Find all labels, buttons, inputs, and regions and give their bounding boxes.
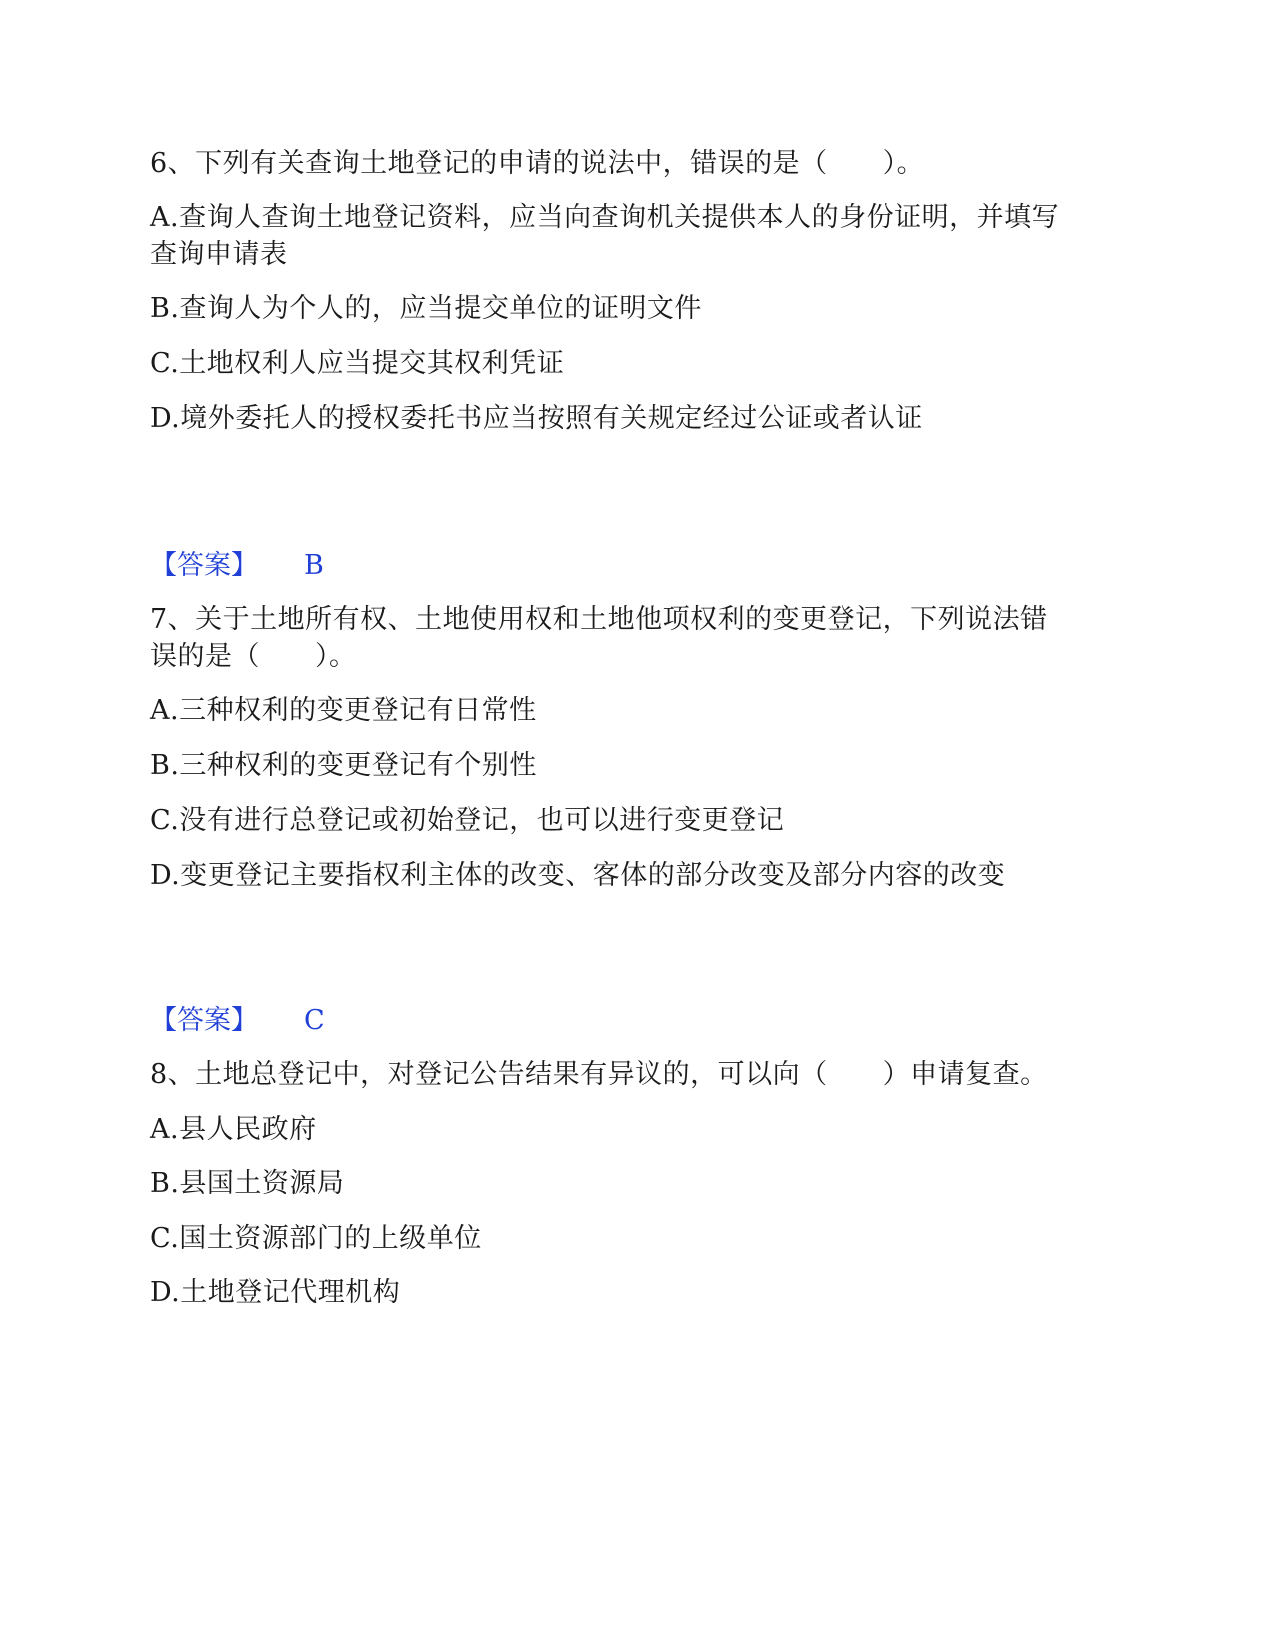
question-6-option-c: C.土地权利人应当提交其权利凭证 (150, 348, 565, 379)
question-7-option-d: D.变更登记主要指权利主体的改变、客体的部分改变及部分内容的改变 (150, 860, 1006, 891)
question-6-option-a-cont: 查询申请表 (150, 239, 288, 270)
question-8-option-d: D.土地登记代理机构 (150, 1277, 401, 1308)
question-6-option-d: D.境外委托人的授权委托书应当按照有关规定经过公证或者认证 (150, 403, 923, 434)
question-7-stem: 7、关于土地所有权、土地使用权和土地他项权利的变更登记，下列说法错 (150, 604, 1048, 635)
question-7-answer (150, 1001, 325, 1041)
question-6-option-b: B.查询人为个人的，应当提交单位的证明文件 (150, 293, 702, 324)
question-6-stem: 6、下列有关查询土地登记的申请的说法中，错误的是（ ）。 (150, 148, 925, 179)
answer-value: B (304, 550, 324, 581)
question-7-option-a: A.三种权利的变更登记有日常性 (150, 695, 537, 726)
answer-label: 【答案】 (150, 1005, 258, 1036)
answer-label: 【答案】 (150, 550, 258, 581)
answer-value: C (304, 1005, 325, 1036)
question-7-stem-cont: 误的是（ ）。 (150, 641, 357, 672)
question-6-answer (150, 546, 324, 586)
question-8-option-c: C.国土资源部门的上级单位 (150, 1223, 482, 1254)
question-8-option-a: A.县人民政府 (150, 1114, 317, 1145)
question-8-stem: 8、土地总登记中，对登记公告结果有异议的，可以向（ ）申请复查。 (150, 1059, 1048, 1090)
question-6-option-a: A.查询人查询土地登记资料，应当向查询机关提供本人的身份证明，并填写 (150, 202, 1060, 233)
question-7-option-c: C.没有进行总登记或初始登记，也可以进行变更登记 (150, 805, 785, 836)
question-7-option-b: B.三种权利的变更登记有个别性 (150, 750, 537, 781)
question-8-option-b: B.县国土资源局 (150, 1168, 345, 1199)
